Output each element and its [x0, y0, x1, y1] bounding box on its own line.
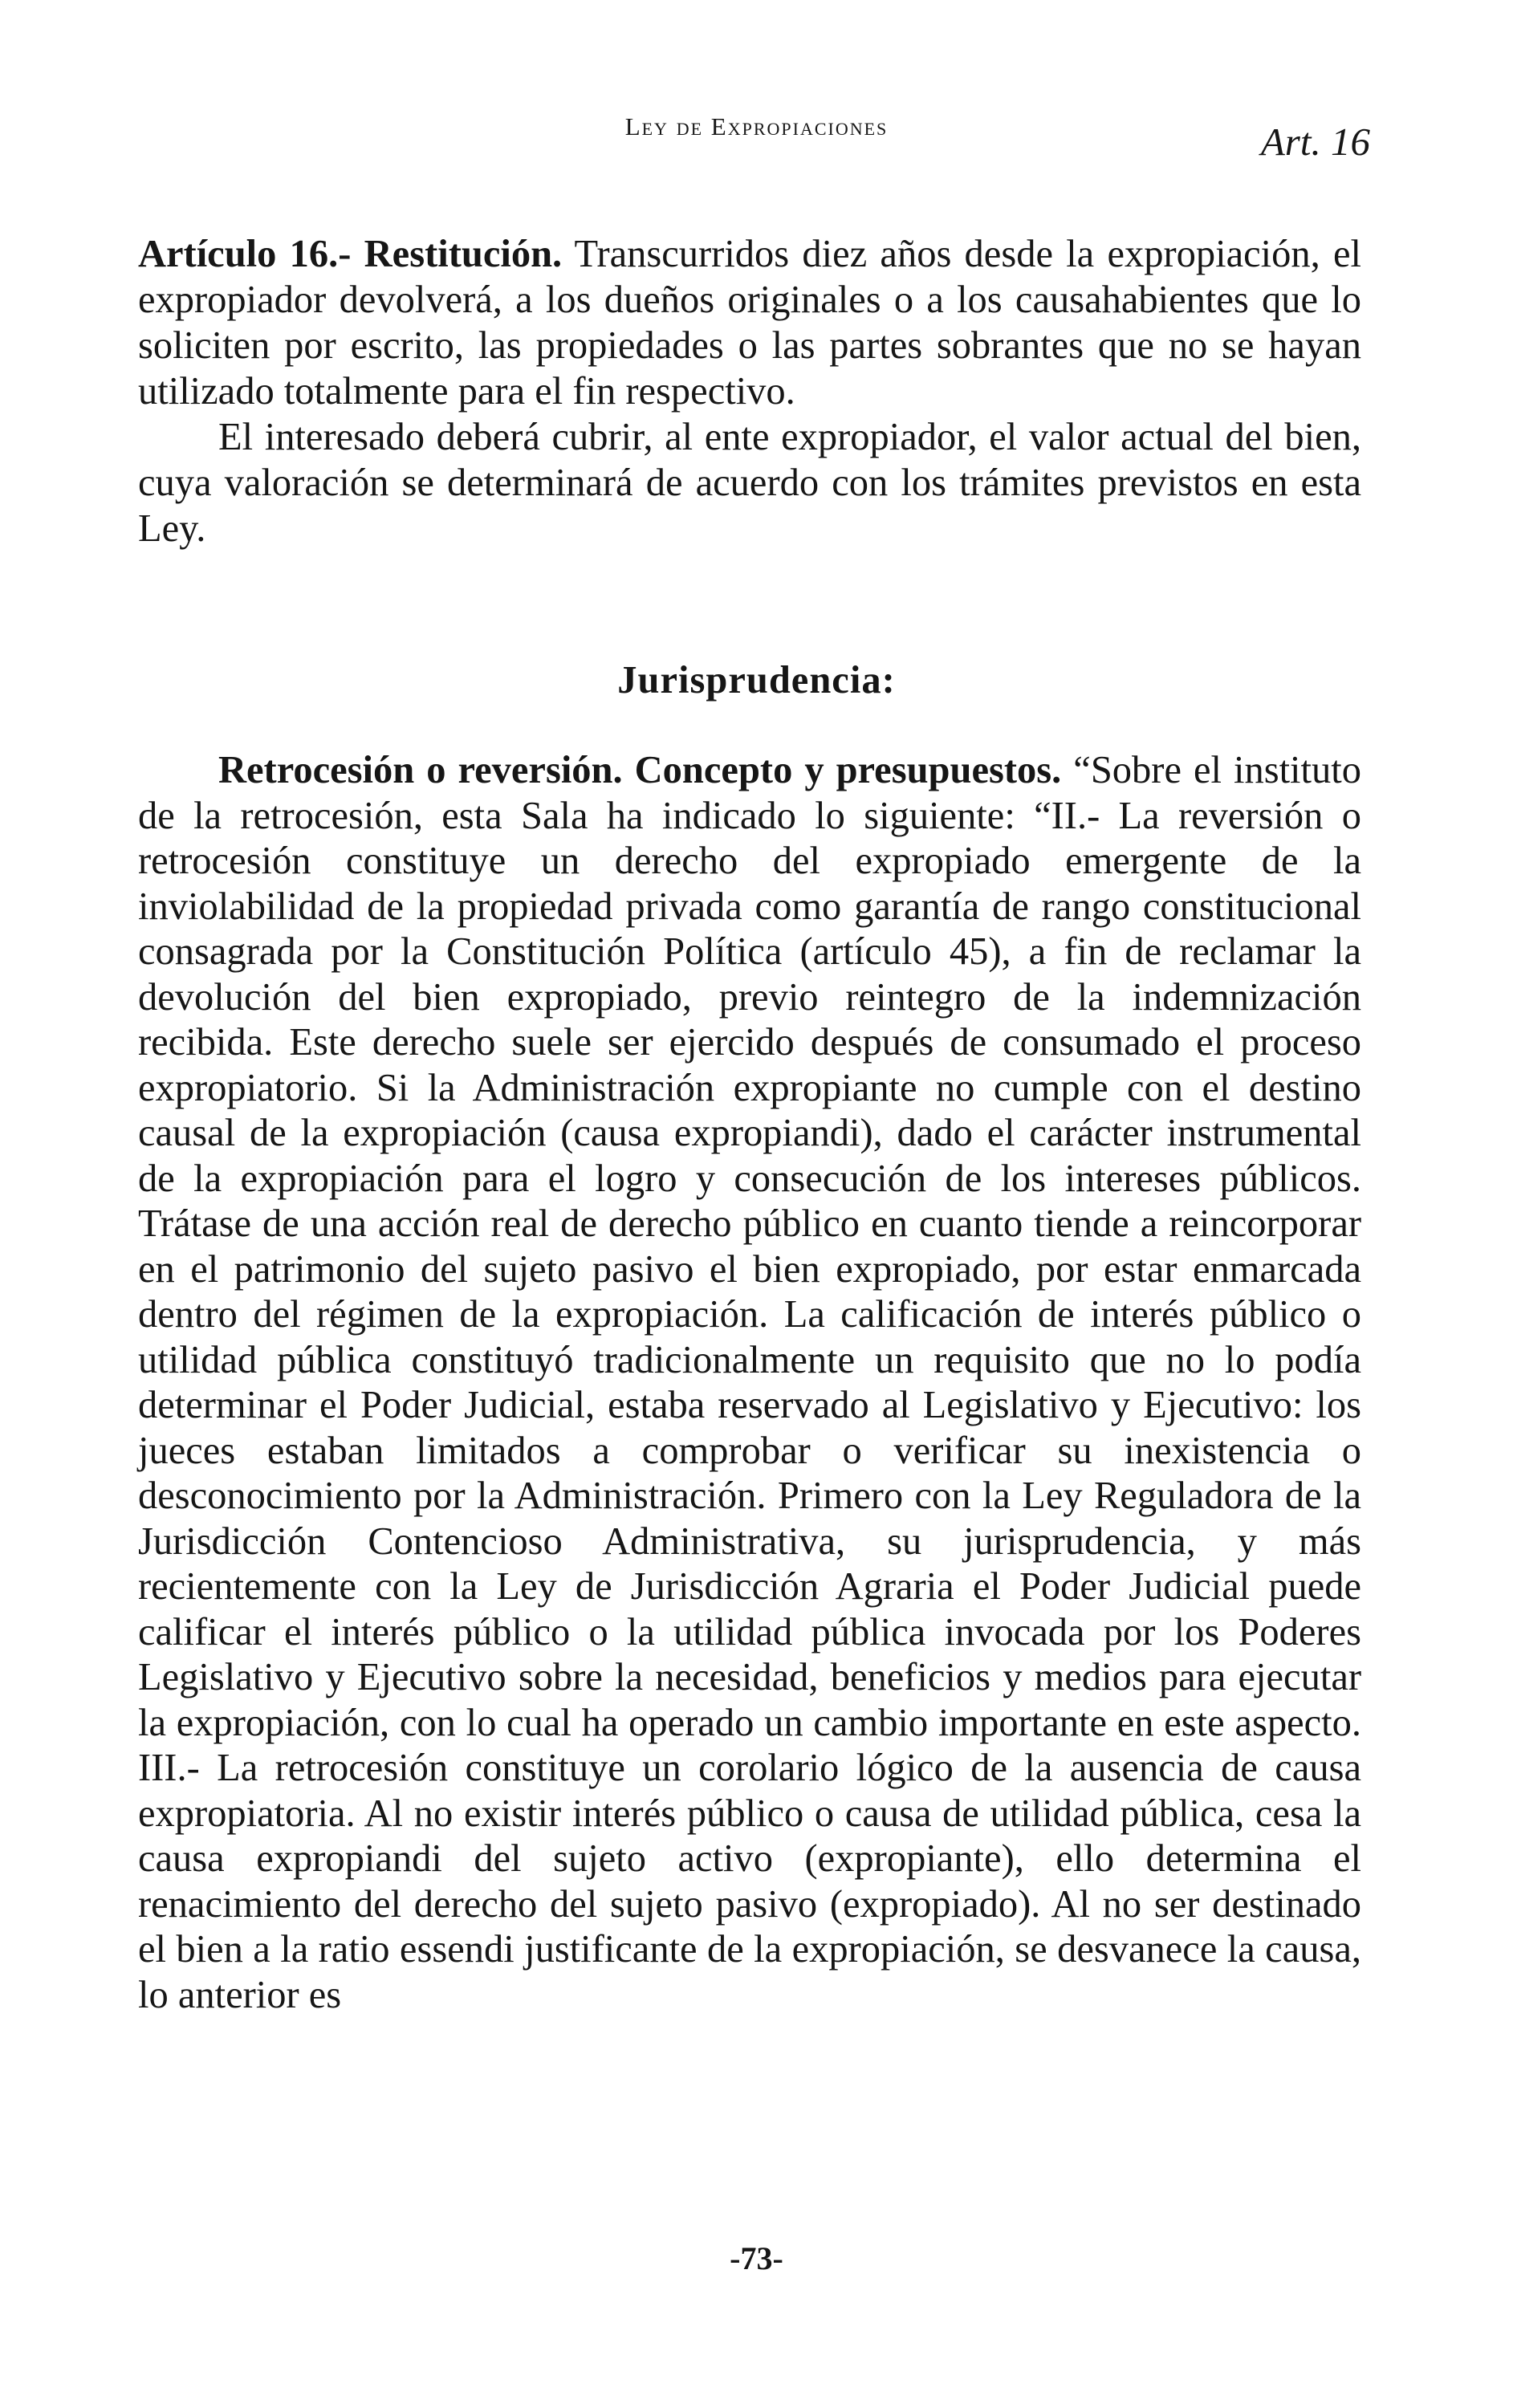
article-label: Artículo 16.- Restitución. — [138, 233, 563, 275]
header-article-number: Art. 16 — [1260, 120, 1370, 164]
jurisprudence-entry-text: “Sobre el instituto de la retrocesión, esta Sala ha indicado lo siguiente: “II.- La reversión o retrocesión constituye un derecho del expropiado emergente de la inviolabilidad de la propiedad privada como garantía de rango constitucional consagrada por la Constitución Política (artículo 45), a fin de reclamar la devolución del bien expropiado, previo reintegro de la indemnización recibida. Este derecho suele ser ejercido después de consumado el proceso expropiatorio. Si la Administración expropiante no cumple con el destino causal de la expropiación (causa expropiandi), dado el carácter instrumental de la expropiación para el logro y consecución de los intereses públicos. Trátase de una acción real de derecho público en cuanto tiende a reincorporar en el patrimonio del sujeto pasivo el bien expropiado, por estar enmarcada dentro del régimen de la expropiación. La calificación de interés público o utilidad pública constituyó tradicionalmente un requisito que no lo podía determinar el Poder Judicial, estaba reservado al Legislativo y Ejecutivo: los jueces estaban limitados a comprobar o verificar su inexistencia o desconocimiento por la Administración. Primero con la Ley Reguladora de la Jurisdicción Contencioso Administrativa, su jurisprudencia, y más recientemente con la Ley de Jurisdicción Agraria el Poder Judicial puede calificar el interés público o la utilidad pública invocada por los Poderes Legislativo y Ejecutivo sobre la necesidad, beneficios y medios para ejecutar la expropiación, con lo cual ha operado un cambio importante en este aspecto. III.- La retrocesión constituye un corolario lógico de la ausencia de causa expropiatoria. Al no existir interés público o causa de utilidad pública, cesa la causa expropiandi del sujeto activo (expropiante), ello determina el renacimiento del derecho del sujeto pasivo (expropiado). Al no ser destinado el bien a la ratio essendi justificante de la expropiación, se desvanece la causa, lo anterior es — [138, 749, 1361, 2016]
jurisprudence-entry-title: Retrocesión o reversión. Concepto y presupuestos. — [218, 749, 1062, 791]
article-paragraph-2: El interesado deberá cubrir, al ente expropiador, el valor actual del bien, cuya valoración se determinará de acuerdo con los trámites previstos en esta Ley. — [138, 416, 1361, 550]
article-paragraph-1 — [138, 231, 1361, 414]
jurisprudence-heading: Jurisprudencia: — [617, 659, 896, 702]
jurisprudence-entry — [138, 748, 1361, 2018]
running-header — [0, 112, 1513, 177]
header-title: Ley de Expropiaciones — [624, 112, 889, 140]
page-number: -73- — [730, 2240, 783, 2276]
article-paragraph-1-text: Transcurridos diez años desde la expropiación, el expropiador devolverá, a los dueños originales o a los causahabientes que lo soliciten por escrito, las propiedades o las partes sobrantes que no se hayan utilizado totalmente para el fin respectivo. — [138, 233, 1361, 413]
jurisprudence-paragraph — [138, 748, 1361, 2018]
article-body — [138, 231, 1361, 551]
